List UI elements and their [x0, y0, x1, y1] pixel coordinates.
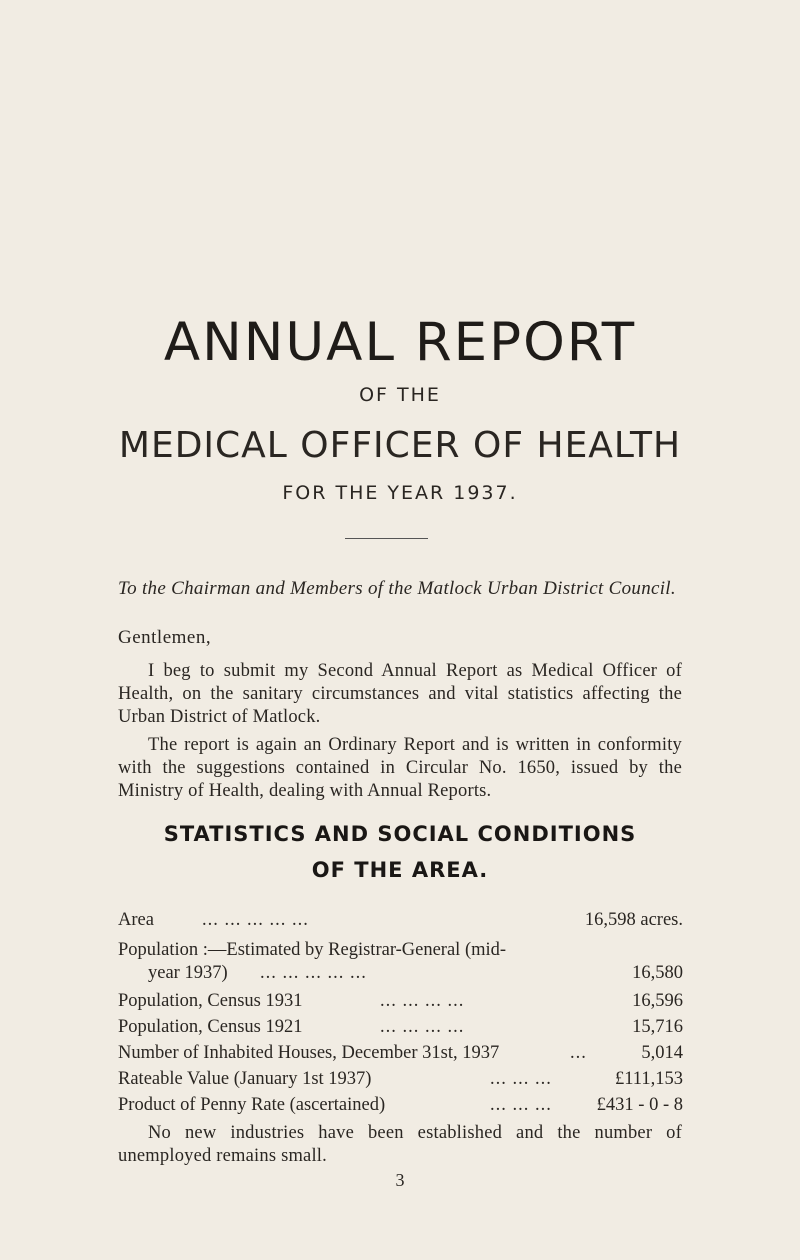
- stat-row-rateable-value: [118, 1069, 683, 1093]
- address-line: To the Chairman and Members of the Matlock Urban District Council.: [118, 578, 676, 599]
- leader-dots: ...: [570, 1043, 587, 1063]
- stat-value: 5,014: [641, 1043, 683, 1063]
- leader-dots: ... ... ... ... ...: [202, 910, 309, 930]
- stat-label: Area: [118, 910, 154, 930]
- report-title-officer: MEDICAL OFFICER OF HEALTH: [118, 425, 682, 466]
- stat-label: Number of Inhabited Houses, December 31st, 1937: [118, 1043, 500, 1063]
- stat-label: Rateable Value (January 1st 1937): [118, 1069, 372, 1089]
- stat-row-penny-rate: [118, 1095, 683, 1119]
- stat-label: Population :—Estimated by Registrar-General (mid-: [118, 940, 507, 960]
- leader-dots: ... ... ... ... ...: [260, 963, 367, 983]
- stat-value: 16,580: [632, 963, 683, 983]
- stat-row-population-estimated-label: [118, 940, 683, 964]
- stat-label: year 1937): [148, 963, 228, 983]
- salutation: Gentlemen,: [118, 627, 212, 648]
- stat-value: 16,596: [632, 991, 683, 1011]
- stat-value: 15,716: [632, 1017, 683, 1037]
- leader-dots: ... ... ... ...: [380, 991, 465, 1011]
- divider: [345, 538, 428, 539]
- stat-row-census-1931: [118, 991, 683, 1015]
- leader-dots: ... ... ... ...: [380, 1017, 465, 1037]
- stat-row-inhabited-houses: [118, 1043, 683, 1067]
- stat-label: Population, Census 1931: [118, 991, 303, 1011]
- stat-row-census-1921: [118, 1017, 683, 1041]
- paragraph-intro: I beg to submit my Second Annual Report as Medical Officer of Health, on the sanitary circumstances and vital statistics affecting the Urban District of Matlock.: [118, 661, 682, 727]
- section-subtitle: OF THE AREA.: [311, 858, 489, 882]
- page-number: 3: [395, 1170, 405, 1190]
- report-title: ANNUAL REPORT: [163, 312, 637, 373]
- paragraph-industries: No new industries have been established and the number of unemployed remains small.: [118, 1123, 682, 1166]
- section-title: STATISTICS AND SOCIAL CONDITIONS: [163, 822, 637, 846]
- stat-label: Product of Penny Rate (ascertained): [118, 1095, 386, 1115]
- stat-row-area: [118, 910, 683, 934]
- stat-value: £111,153: [614, 1069, 683, 1089]
- leader-dots: ... ... ...: [490, 1069, 552, 1089]
- stat-row-population-estimated: [118, 963, 683, 987]
- stat-value: £431 - 0 - 8: [596, 1095, 683, 1115]
- report-title-year: FOR THE YEAR 1937.: [282, 482, 518, 504]
- stat-label: Population, Census 1921: [118, 1017, 303, 1037]
- leader-dots: ... ... ...: [490, 1095, 552, 1115]
- paragraph-ordinary-report: The report is again an Ordinary Report and is written in conformity with the suggestions contained in Circular No. 1650, issued by the Ministry of Health, dealing with Annual Reports.: [118, 735, 682, 801]
- stat-value: 16,598 acres.: [584, 910, 683, 930]
- report-title-of-the: OF THE: [359, 384, 441, 406]
